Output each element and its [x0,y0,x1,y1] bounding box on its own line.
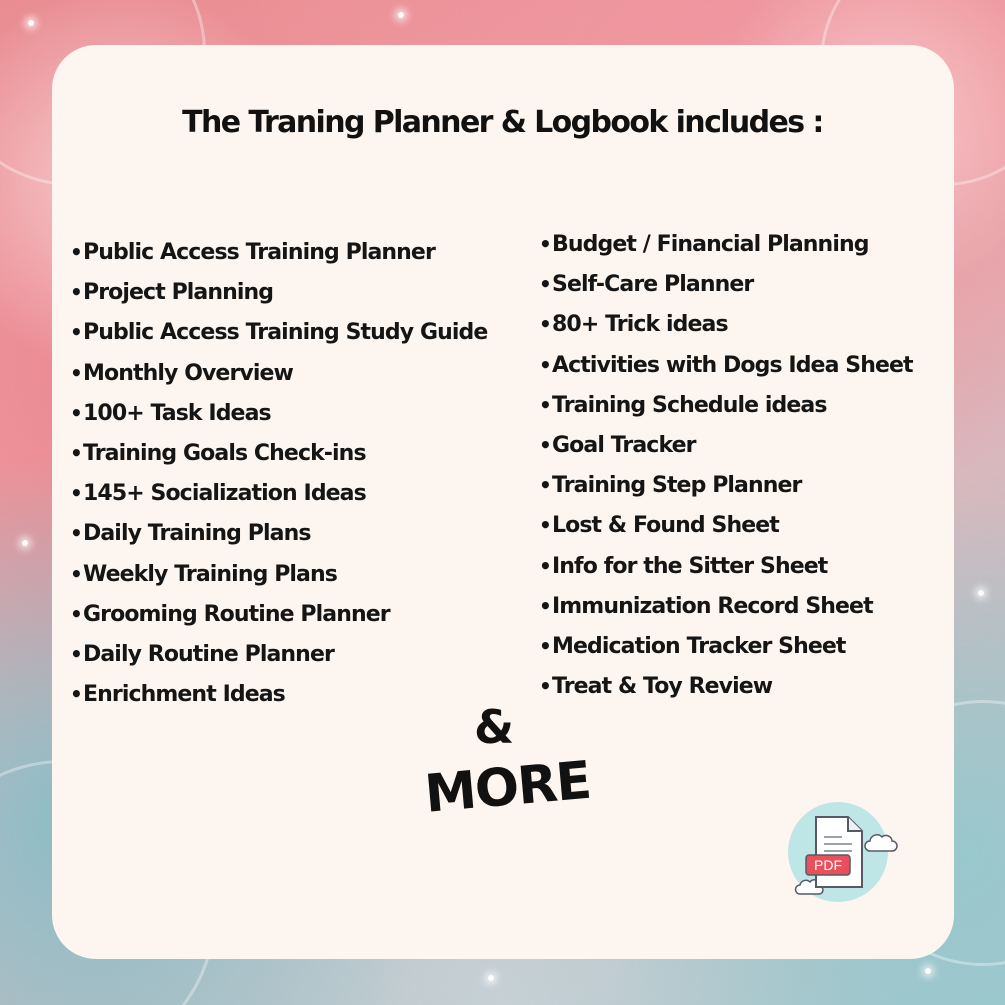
bullet: • [70,561,82,586]
list-item-label: 100+ Task Ideas [83,400,271,426]
list-item-label: Training Step Planner [552,473,802,499]
list-item-label: Public Access Training Planner [83,240,435,265]
bullet: • [539,633,551,658]
bullet: • [539,352,551,377]
list-item [539,505,913,545]
more-label: MORE [422,750,593,825]
list-item-label: Monthly Overview [83,360,293,386]
list-item-label: Weekly Training Plans [83,561,337,587]
list-item-label: Budget / Financial Planning [552,232,869,257]
bullet: • [70,400,82,425]
list-item-label: Medication Tracker Sheet [552,633,846,659]
list-item [70,272,487,312]
bullet: • [70,440,82,465]
list-item [539,304,913,344]
bullet: • [539,312,551,337]
list-item-label: Public Access Training Study Guide [83,320,488,346]
bullet: • [70,360,82,385]
list-item-label: Goal Tracker [552,432,696,458]
list-item-label: Grooming Routine Planner [83,601,390,627]
list-item [70,674,487,714]
bullet: • [70,280,82,305]
bullet: • [539,553,551,578]
list-item-label: Activities with Dogs Idea Sheet [552,352,913,378]
list-item-label: 145+ Socialization Ideas [83,481,366,507]
list-item [70,393,487,433]
list-item [70,554,487,594]
bullet: • [539,432,551,457]
list-item-label: 80+ Trick ideas [552,312,728,338]
sparkle [925,968,931,974]
pdf-label: PDF [814,857,842,873]
list-item [70,433,487,473]
list-item [70,232,487,272]
bullet: • [70,641,82,666]
list-item-label: Training Schedule ideas [552,392,827,418]
bullet: • [539,232,551,256]
feature-list-left [70,232,487,714]
list-item [70,634,487,674]
bullet: • [539,593,551,618]
page-title: The Traning Planner & Logbook includes : [182,105,823,140]
list-item [70,513,487,553]
list-item [539,465,913,505]
list-item-label: Lost & Found Sheet [552,513,779,539]
sparkle [22,540,28,546]
list-item-label: Info for the Sitter Sheet [552,553,828,579]
bullet: • [70,320,82,345]
list-item [70,473,487,513]
list-item-label: Immunization Record Sheet [552,593,873,619]
list-item [70,353,487,393]
sparkle [398,12,404,18]
sparkle [28,20,34,26]
bullet: • [70,481,82,506]
bullet: • [539,674,551,699]
bullet: • [70,240,82,264]
bullet: • [70,521,82,546]
sparkle [978,590,984,596]
list-item [539,385,913,425]
list-item [539,666,913,706]
list-item-label: Treat & Toy Review [552,674,773,700]
bullet: • [539,272,551,297]
list-item [539,546,913,586]
list-item-label: Daily Routine Planner [83,641,334,667]
list-item [70,594,487,634]
bullet: • [70,601,82,626]
list-item [70,312,487,352]
list-item-label: Enrichment Ideas [83,682,285,708]
list-item [539,264,913,304]
list-item [539,626,913,666]
list-item-label: Project Planning [83,280,274,306]
bullet: • [539,513,551,538]
list-item [539,586,913,626]
sparkle [488,975,494,981]
list-item [539,425,913,465]
list-item-label: Daily Training Plans [83,521,311,547]
list-item-label: Training Goals Check-ins [83,440,366,466]
bullet: • [539,473,551,498]
pdf-file-icon [772,797,902,907]
bullet: • [539,392,551,417]
bullet: • [70,682,82,707]
ampersand: & [474,700,515,754]
list-item [539,224,913,264]
document-icon [816,817,862,887]
feature-list-right [539,224,913,706]
list-item-label: Self-Care Planner [552,272,754,298]
list-item [539,345,913,385]
